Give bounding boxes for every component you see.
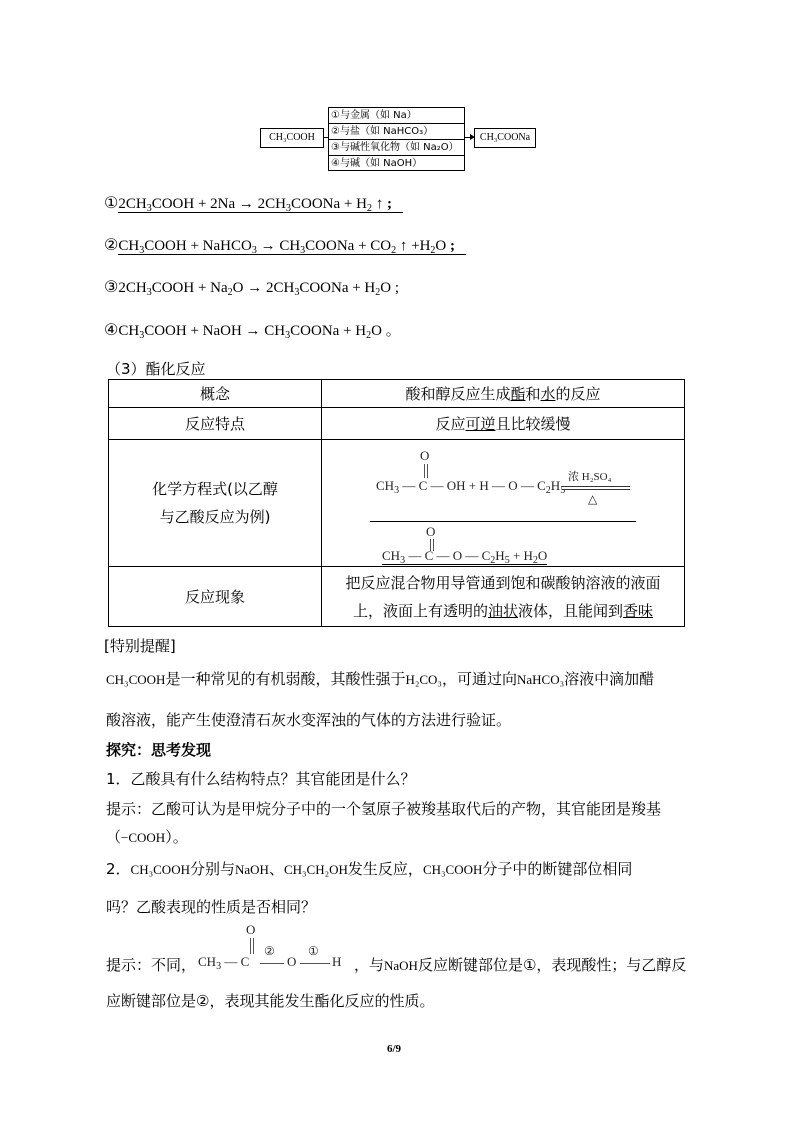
- table-label: 反应特点: [109, 408, 322, 440]
- table-value: 把反应混合物用导管通到饱和碳酸钠溶液的液面 上，液面上有透明的油状液体，且能闻到香味: [322, 567, 685, 627]
- tip-line-1: CH₃COOH是一种常见的有机弱酸，其酸性强于H₂CO₃，可通过向NaHCO₃溶液中滴加醋: [106, 670, 655, 688]
- equation-number: ②: [104, 237, 119, 254]
- equation-4: $④CH_3COOH$ + NaOH → $CH_3COONa + H_2O$ 。: [104, 322, 401, 341]
- diagram-item: ①与金属（如 Na）: [329, 108, 464, 124]
- answer-2-line-1: ，与NaOH反应断键部位是①，表现酸性；与乙醇反: [354, 956, 687, 974]
- page-number: 6/9: [387, 1043, 402, 1055]
- explore-title: 探究：思考发现: [106, 741, 212, 759]
- table-label: 反应现象: [109, 567, 322, 627]
- question-2: 2．CH₃COOH分别与NaOH、CH₃CH₂OH发生反应，CH₃COOH分子中的断键部位相同: [106, 860, 633, 878]
- equation-3: $③2CH_3COOH + Na_2O$ → $2CH_3COONa + H_2O$ ;: [104, 279, 400, 298]
- equation-1: $①2CH_3COOH + 2Na$ → $2CH_3COONa + H_2$ ↑ ;: [104, 193, 403, 213]
- equation-number: ④: [104, 322, 119, 339]
- table-value: 反应可逆且比较缓慢: [322, 408, 685, 440]
- answer-1-line-2: （−COOH）。: [106, 828, 188, 846]
- tip-title: [特别提醒]: [104, 637, 176, 655]
- diagram-items-box: [328, 107, 465, 171]
- equation-number: ①: [104, 195, 119, 212]
- diagram-item: ②与盐（如 NaHCO₃）: [329, 124, 464, 140]
- diagram-right-box: CH₃COONa: [474, 128, 536, 148]
- acetic-acid-structure: O $CH_3$ — C ② O ① H: [198, 922, 342, 972]
- table-label: 化学方程式(以乙醇 与乙酸反应为例): [109, 440, 322, 567]
- section-title: （3）酯化反应: [106, 360, 206, 378]
- equation-number: ③: [104, 279, 119, 296]
- diagram-left-box: CH₃COOH: [260, 128, 324, 148]
- question-1: 1．乙酸具有什么结构特点？其官能团是什么？: [106, 770, 416, 788]
- question-2-line-2: 吗？乙酸表现的性质是否相同？: [106, 898, 317, 916]
- diagram-item: ④与碱（如 NaOH）: [331, 158, 423, 169]
- answer-1-line-1: 提示：乙酸可认为是甲烷分子中的一个氢原子被羧基取代后的产物，其官能团是羧基: [106, 800, 662, 818]
- diagram-item: ③与碱性氧化物（如 Na₂O）: [329, 140, 464, 156]
- table-label: 概念: [109, 380, 322, 408]
- tip-line-2: 酸溶液，能产生使澄清石灰水变浑浊的气体的方法进行验证。: [106, 711, 512, 729]
- equation-2: $②CH_3COOH$ + NaHCO$_3$ → $CH_3COONa + CO_2$ ↑ $+H_2O$ ;: [104, 235, 466, 255]
- heat-symbol: △: [588, 492, 598, 506]
- answer-2-prefix: 提示：不同，: [106, 956, 197, 974]
- table-equation-cell: O $CH_3$ — C — OH + H — O — $C_2H_5$ 浓 H₂SO₄ △ O $CH_3$ — C — O — $C_2H_5 + H_2O$: [322, 440, 685, 567]
- reaction-condition: 浓 H₂SO₄: [568, 471, 612, 483]
- table-value: 酸和醇反应生成酯和水的反应: [322, 380, 685, 408]
- esterification-table: [108, 379, 685, 627]
- answer-2-line-2: 应断键部位是②，表现其能发生酯化反应的性质。: [106, 992, 435, 1010]
